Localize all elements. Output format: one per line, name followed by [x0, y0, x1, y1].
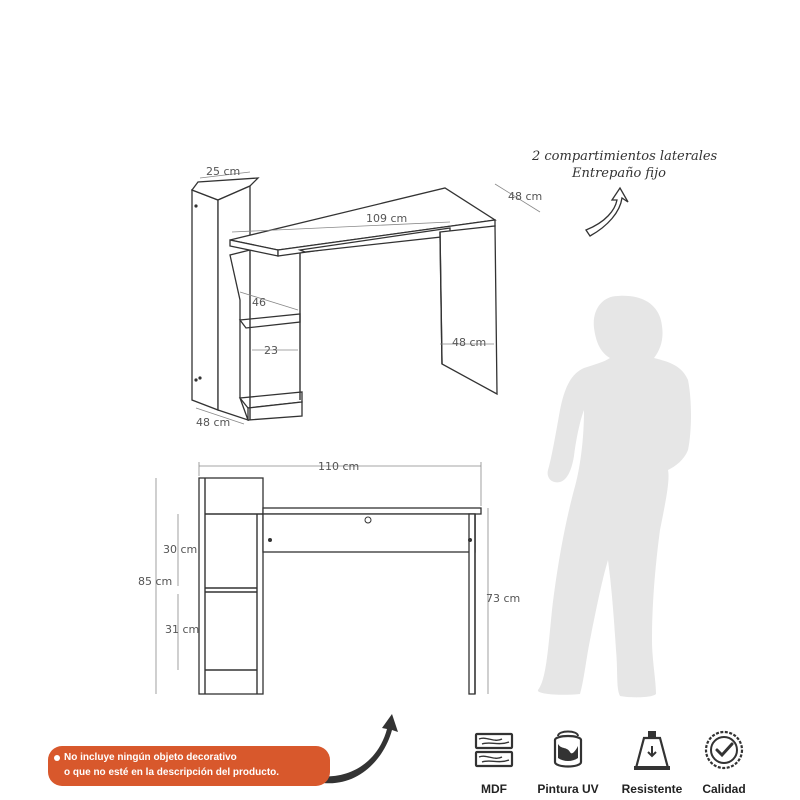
callout-line-2: Entrepaño fijo	[572, 166, 666, 181]
dim-upper-compartment: 30 cm	[163, 543, 198, 556]
feature-label-paint: Pintura UV	[537, 782, 599, 796]
person-silhouette	[538, 296, 691, 698]
dim-width-top: 25 cm	[206, 165, 241, 178]
feature-resistente	[616, 728, 688, 796]
feature-label-mdf: MDF	[481, 782, 507, 796]
disclaimer-banner	[48, 746, 330, 786]
front-view	[156, 462, 488, 694]
feature-label-resistente: Resistente	[621, 782, 683, 796]
disclaimer-line-2: o que no esté en la descripción del producto.	[64, 767, 280, 778]
dim-length: 109 cm	[366, 212, 408, 225]
wood-grain-icon	[472, 728, 516, 772]
feature-mdf	[458, 728, 530, 796]
feature-label-calidad: Calidad	[702, 782, 746, 796]
dim-depth-top: 48 cm	[508, 190, 543, 203]
dim-base-depth: 48 cm	[196, 416, 231, 429]
dim-shelf-depth: 46	[252, 296, 266, 309]
feature-paint	[532, 728, 604, 796]
quality-seal-icon	[702, 728, 746, 772]
callout-line-1: 2 compartimientos laterales	[532, 149, 718, 164]
isometric-view	[192, 172, 543, 424]
feature-calidad	[688, 728, 760, 796]
dim-total-height: 85 cm	[138, 575, 173, 588]
dim-lower-compartment: 31 cm	[165, 623, 200, 636]
dim-total-width: 110 cm	[318, 460, 360, 473]
bullet-dot	[54, 755, 60, 761]
dim-desk-height: 73 cm	[486, 592, 521, 605]
paint-can-icon	[546, 728, 590, 772]
disclaimer-line-1: No incluye ningún objeto decorativo	[64, 752, 237, 763]
weight-icon	[630, 728, 674, 772]
dim-shelf-inner: 23	[264, 344, 278, 357]
dim-leg-depth: 48 cm	[452, 336, 487, 349]
callout-arrow-icon	[586, 188, 628, 236]
